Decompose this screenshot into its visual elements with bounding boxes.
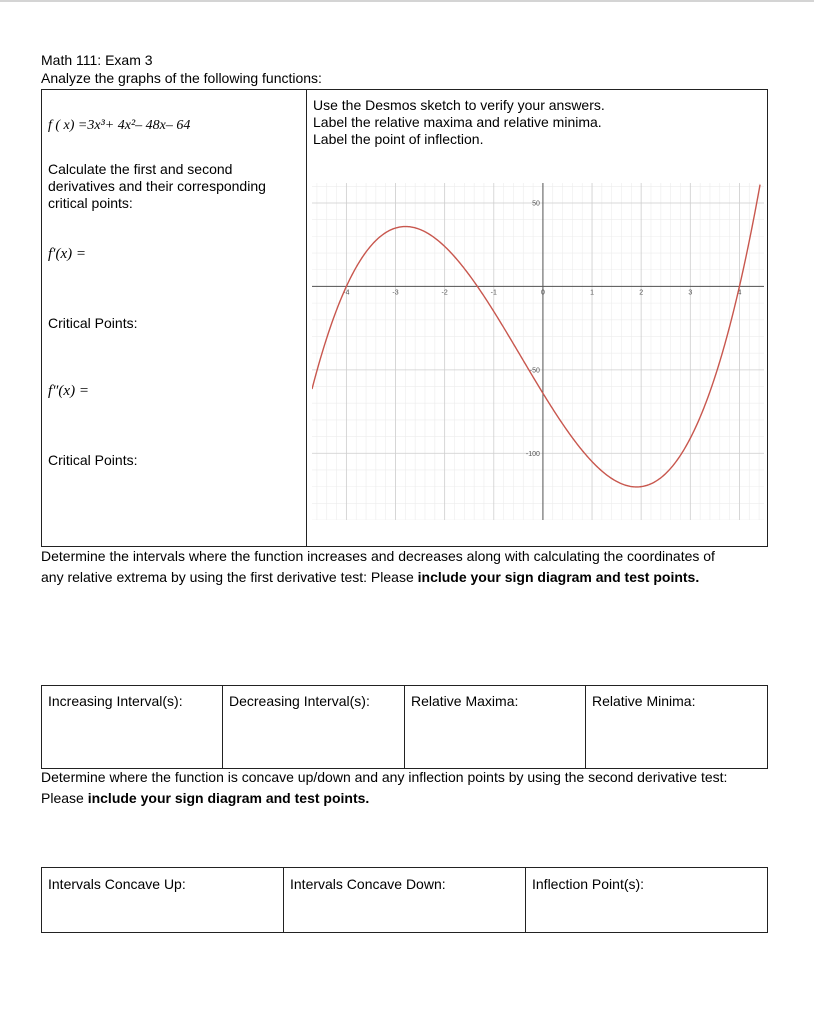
relative-maxima-header: Relative Maxima: <box>411 693 519 709</box>
section2-line1: Determine where the function is concave up/down and any inflection points by using the second derivative test: <box>41 769 728 785</box>
y-tick-label: -100 <box>525 450 540 458</box>
x-tick-label: -3 <box>392 289 399 297</box>
extrema-table-divider-1 <box>222 685 223 769</box>
critical-points-label-1: Critical Points: <box>48 315 138 331</box>
decreasing-intervals-header: Decreasing Interval(s): <box>229 693 370 709</box>
critical-points-label-2: Critical Points: <box>48 452 138 468</box>
desmos-instruction-2: Label the relative maxima and relative minima. <box>313 114 602 130</box>
x-tick-label: 1 <box>590 289 594 297</box>
derivative-instruction-1: Calculate the first and second <box>48 161 233 177</box>
exam-subtitle: Analyze the graphs of the following functions: <box>41 70 322 86</box>
concave-down-header: Intervals Concave Down: <box>290 876 446 892</box>
concavity-table-divider-1 <box>283 867 284 933</box>
section1-line1: Determine the intervals where the function increases and decreases along with calculating the coordinates of <box>41 548 715 564</box>
second-derivative-label: f″(x) = <box>48 383 89 399</box>
extrema-table-divider-2 <box>404 685 405 769</box>
page-top-border <box>0 0 814 2</box>
desmos-instruction-1: Use the Desmos sketch to verify your answers. <box>313 97 605 113</box>
grid-minor <box>312 183 764 520</box>
y-tick-label: -50 <box>529 367 540 375</box>
concavity-table-divider-2 <box>525 867 526 933</box>
inflection-points-header: Inflection Point(s): <box>532 876 645 892</box>
increasing-intervals-header: Increasing Interval(s): <box>48 693 183 709</box>
function-definition: f ( x) =3x³+ 4x²– 48x– 64 <box>48 118 191 133</box>
desmos-graph <box>312 183 764 520</box>
concave-up-header: Intervals Concave Up: <box>48 876 186 892</box>
function-curve <box>312 185 760 487</box>
exam-title: Math 111: Exam 3 <box>41 52 153 68</box>
derivative-instruction-2: derivatives and their corresponding <box>48 178 266 194</box>
axes <box>312 183 764 520</box>
x-tick-label: -2 <box>441 289 448 297</box>
section2-line2: Please include your sign diagram and test points. <box>41 790 370 806</box>
section1-line2: any relative extrema by using the first derivative test: Please include your sign diagram and test points. <box>41 569 700 585</box>
y-tick-label: 50 <box>532 200 540 208</box>
x-tick-label: 0 <box>540 289 545 297</box>
first-derivative-label: f′(x) = <box>48 246 86 262</box>
desmos-instruction-3: Label the point of inflection. <box>313 131 484 147</box>
extrema-table-divider-3 <box>585 685 586 769</box>
x-tick-label: 2 <box>639 289 644 297</box>
relative-minima-header: Relative Minima: <box>592 693 696 709</box>
x-tick-label: 3 <box>688 289 693 297</box>
x-tick-label: 4 <box>737 289 742 297</box>
x-tick-label: -1 <box>490 289 497 297</box>
derivative-instruction-3: critical points: <box>48 195 133 211</box>
grid-major <box>312 183 764 520</box>
analysis-box-divider <box>306 89 307 547</box>
tick-labels <box>343 201 741 458</box>
x-tick-label: -4 <box>343 289 350 297</box>
